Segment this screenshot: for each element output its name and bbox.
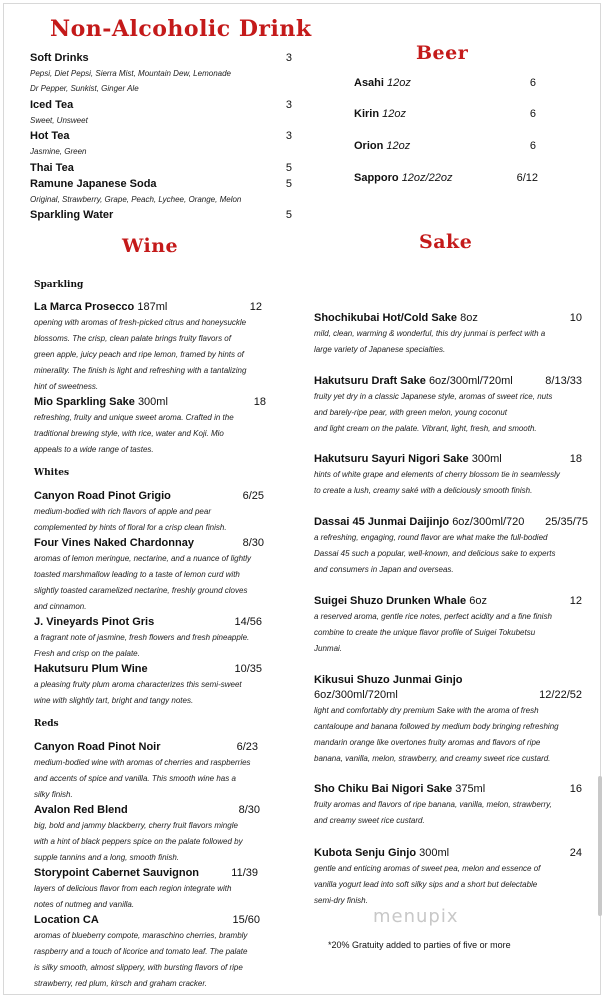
gratuity-note: *20% Gratuity added to parties of five or more — [328, 940, 511, 950]
sake-item-kikusui: Kikusui Shuzo Junmai Ginjo — [314, 674, 463, 686]
na-item-iced-tea: Iced Tea — [30, 99, 74, 111]
na-price-thai-tea: 5 — [285, 162, 292, 174]
wine-item-location-ca: Location CA — [34, 914, 99, 926]
wine-item-storypoint: Storypoint Cabernet Sauvignon — [34, 867, 200, 879]
wine-item-canyon-road-pn: Canyon Road Pinot Noir — [34, 741, 161, 753]
sake-heading: Sake — [419, 231, 473, 253]
beer-item-kirin: Kirin 12oz — [354, 108, 406, 120]
wine-price-four-vines: 8/30 — [242, 537, 264, 549]
wine-item-four-vines: Four Vines Naked Chardonnay — [34, 537, 194, 549]
wine-desc-avalon-2: with a hint of black peppers spice on the palate followed by — [34, 837, 243, 846]
wine-sub-reds: Reds — [34, 719, 59, 729]
sake-desc-kikusui-2: cantaloupe and banana followed by medium body bringing refreshing — [314, 722, 559, 731]
wine-desc-hakutsuru-plum-1: a pleasing fruity plum aroma characterizes this semi-sweet — [34, 680, 242, 689]
wine-item-canyon-road-pg: Canyon Road Pinot Grigio — [34, 490, 171, 502]
wine-heading: Wine — [122, 235, 179, 257]
wine-price-canyon-road-pg: 6/25 — [242, 490, 264, 502]
sake-desc-sho-chiku-bai-2: and creamy sweet rice custard. — [314, 816, 425, 825]
na-desc-iced-tea: Sweet, Unsweet — [30, 116, 88, 125]
menupix-watermark: menupix — [373, 906, 459, 927]
wine-price-avalon: 8/30 — [238, 804, 260, 816]
sake-desc-hakutsuru-draft-3: and light cream on the palate. Vibrant, light, fresh, and smooth. — [314, 424, 537, 433]
sake-desc-suigei-2: combine to create the unique flavor profile of Suigei Tokubetsu — [314, 628, 536, 637]
wine-item-la-marca: La Marca Prosecco 187ml — [34, 301, 168, 313]
beer-heading: Beer — [416, 42, 469, 64]
wine-price-location-ca: 15/60 — [232, 914, 260, 926]
wine-desc-storypoint-2: notes of nutmeg and vanilla. — [34, 900, 135, 909]
sake-item-shochikubai: Shochikubai Hot/Cold Sake 8oz — [314, 312, 478, 324]
sake-item-suigei: Suigei Shuzo Drunken Whale 6oz — [314, 595, 487, 607]
na-desc-soft-drinks-1: Pepsi, Diet Pepsi, Sierra Mist, Mountain Dew, Lemonade — [30, 69, 231, 78]
sake-desc-sayuri-1: hints of white grape and elements of cherry blossom tie in seamlessly — [314, 470, 560, 479]
wine-desc-avalon-1: big, bold and jammy blackberry, cherry fruit flavors mingle — [34, 821, 238, 830]
wine-desc-la-marca-5: hint of sweetness. — [34, 382, 99, 391]
na-price-sparkling-water: 5 — [285, 209, 292, 221]
na-desc-ramune: Original, Strawberry, Grape, Peach, Lychee, Orange, Melon — [30, 195, 242, 204]
na-price-soft-drinks: 3 — [285, 52, 292, 64]
wine-price-canyon-road-pn: 6/23 — [236, 741, 258, 753]
sake-desc-suigei-1: a reserved aroma, gentle rice notes, perfect acidity and a fine finish — [314, 612, 552, 621]
wine-desc-canyon-road-pn-2: and accents of spice and vanilla. This smooth wine has a — [34, 774, 236, 783]
na-price-hot-tea: 3 — [285, 130, 292, 142]
sake-item-hakutsuru-draft: Hakutsuru Draft Sake 6oz/300ml/720ml — [314, 375, 513, 387]
sake-price-dassai: 25/35/75 — [545, 516, 588, 528]
na-item-sparkling-water: Sparkling Water — [30, 209, 114, 221]
wine-desc-location-ca-4: strawberry, red plum, kirsch and graham cracker. — [34, 979, 207, 988]
beer-price-orion: 6 — [529, 140, 536, 152]
sake-price-suigei: 12 — [569, 595, 582, 607]
wine-desc-canyon-road-pn-1: medium-bodied wine with aromas of cherries and raspberries — [34, 758, 251, 767]
wine-item-hakutsuru-plum: Hakutsuru Plum Wine — [34, 663, 148, 675]
na-item-thai-tea: Thai Tea — [30, 162, 74, 174]
sake-desc-kikusui-3: mandarin orange like overtones fruity aromas and flavors of ripe — [314, 738, 541, 747]
na-price-iced-tea: 3 — [285, 99, 292, 111]
beer-item-orion: Orion 12oz — [354, 140, 411, 152]
wine-desc-la-marca-3: green apple, juicy peach and ripe lemon, framed by hints of — [34, 350, 244, 359]
wine-desc-hakutsuru-plum-2: wine with slightly tart, bright and tangy notes. — [34, 696, 194, 705]
na-desc-hot-tea: Jasmine, Green — [30, 147, 87, 156]
wine-desc-location-ca-3: is silky smooth, almost slippery, with bursting flavors of ripe — [34, 963, 243, 972]
beer-item-asahi: Asahi 12oz — [354, 77, 411, 89]
sake-desc-shochikubai-1: mild, clean, warming & wonderful, this dry junmai is perfect with a — [314, 329, 546, 338]
wine-desc-mio-1: refreshing, fruity and unique sweet aroma. Crafted in the — [34, 413, 234, 422]
sake-price-sho-chiku-bai: 16 — [569, 783, 582, 795]
sake-size-kikusui: 6oz/300ml/720ml — [314, 689, 398, 701]
wine-desc-four-vines-1: aromas of lemon meringue, nectarine, and a nuance of lightly — [34, 554, 252, 563]
sake-desc-suigei-3: Junmai. — [314, 644, 343, 653]
beer-price-sapporo: 6/12 — [516, 172, 538, 184]
beer-price-kirin: 6 — [529, 108, 536, 120]
wine-desc-mio-2: traditional brewing style, with rice, water and Koji. Mio — [34, 429, 224, 438]
wine-desc-four-vines-2: toasted marshmallow leading to a taste of lemon curd with — [34, 570, 240, 579]
sake-price-kikusui: 12/22/52 — [539, 689, 582, 701]
sake-desc-sho-chiku-bai-1: fruity aromas and flavors of ripe banana, vanilla, melon, strawberry, — [314, 800, 552, 809]
wine-desc-four-vines-3: slightly toasted caramelized nectarine, freshly ground cloves — [34, 586, 248, 595]
wine-desc-four-vines-4: and cinnamon. — [34, 602, 87, 611]
na-item-hot-tea: Hot Tea — [30, 130, 70, 142]
wine-desc-location-ca-1: aromas of blueberry compote, maraschino cherries, brambly — [34, 931, 248, 940]
beer-price-asahi: 6 — [529, 77, 536, 89]
sake-price-sayuri: 18 — [569, 453, 582, 465]
wine-price-hakutsuru-plum: 10/35 — [234, 663, 262, 675]
non-alcoholic-heading: Non-Alcoholic Drink — [50, 16, 312, 42]
na-item-soft-drinks: Soft Drinks — [30, 52, 89, 64]
sake-desc-hakutsuru-draft-2: and barely-ripe pear, with green melon, young coconut — [314, 408, 508, 417]
wine-desc-canyon-road-pg-1: medium-bodied with rich flavors of apple and pear — [34, 507, 211, 516]
wine-sub-sparkling: Sparkling — [34, 280, 84, 290]
wine-desc-avalon-3: supple tannins and a long, smooth finish. — [34, 853, 179, 862]
sake-desc-dassai-2: Dassai 45 such a popular, well-known, and delicious sake to experts — [314, 549, 556, 558]
sake-desc-kikusui-1: light and comfortably dry premium Sake with the aroma of fresh — [314, 706, 539, 715]
wine-desc-canyon-road-pn-3: silky finish. — [34, 790, 73, 799]
sake-item-sho-chiku-bai: Sho Chiku Bai Nigori Sake 375ml — [314, 783, 486, 795]
wine-desc-canyon-road-pg-2: complemented by hints of floral for a crisp clean finish. — [34, 523, 227, 532]
sake-price-shochikubai: 10 — [569, 312, 582, 324]
sake-price-hakutsuru-draft: 8/13/33 — [545, 375, 582, 387]
sake-desc-hakutsuru-draft-1: fruity yet dry in a classic Japanese style, aromas of sweet rice, nuts — [314, 392, 553, 401]
wine-price-mio: 18 — [253, 396, 266, 408]
sake-item-kubota: Kubota Senju Ginjo 300ml — [314, 847, 450, 859]
wine-desc-la-marca-1: opening with aromas of fresh-picked citrus and honeysuckle — [34, 318, 247, 327]
sake-desc-kubota-2: vanilla yogurt lead into soft silky sips and a short but delectable — [314, 880, 538, 889]
sake-desc-kubota-3: semi-dry finish. — [314, 896, 368, 905]
wine-item-j-vineyards: J. Vineyards Pinot Gris — [34, 616, 155, 628]
wine-item-avalon: Avalon Red Blend — [34, 804, 128, 816]
sake-desc-sayuri-2: to create a lush, creamy saké with a deliciously smooth finish. — [314, 486, 533, 495]
sake-item-dassai: Dassai 45 Junmai Daijinjo 6oz/300ml/720 — [314, 516, 525, 528]
sake-desc-dassai-3: and consumers in Japan and overseas. — [314, 565, 454, 574]
wine-sub-whites: Whites — [34, 468, 70, 478]
wine-price-la-marca: 12 — [249, 301, 262, 313]
wine-desc-la-marca-2: blossoms. The crisp, clean palate brings fruity flavors of — [34, 334, 231, 343]
na-price-ramune: 5 — [285, 178, 292, 190]
sake-price-kubota: 24 — [569, 847, 582, 859]
wine-desc-location-ca-2: raspberry and a touch of licorice and tomato leaf. The palate — [34, 947, 248, 956]
sake-desc-dassai-1: a refreshing, engaging, round flavor are what make the full-bodied — [314, 533, 548, 542]
wine-desc-j-vineyards-1: a fragrant note of jasmine, fresh flowers and fresh pineapple. — [34, 633, 250, 642]
beer-item-sapporo: Sapporo 12oz/22oz — [354, 172, 453, 184]
na-desc-soft-drinks-2: Dr Pepper, Sunkist, Ginger Ale — [30, 84, 139, 93]
wine-desc-storypoint-1: layers of delicious flavor from each region integrate with — [34, 884, 232, 893]
sake-desc-kubota-1: gentle and enticing aromas of sweet pea, melon and essence of — [314, 864, 541, 873]
sake-item-sayuri: Hakutsuru Sayuri Nigori Sake 300ml — [314, 453, 502, 465]
sake-desc-kikusui-4: banana, vanilla, melon, strawberry, and creamy sweet rice custard. — [314, 754, 551, 763]
wine-desc-la-marca-4: minerality. The finish is light and refreshing with a tantalizing — [34, 366, 247, 375]
wine-price-j-vineyards: 14/56 — [234, 616, 262, 628]
wine-item-mio: Mio Sparkling Sake 300ml — [34, 396, 168, 408]
wine-desc-mio-3: appeals to a wide range of tastes. — [34, 445, 154, 454]
sake-desc-shochikubai-2: large variety of Japanese specialties. — [314, 345, 446, 354]
scrollbar[interactable] — [598, 776, 602, 916]
wine-desc-j-vineyards-2: Fresh and crisp on the palate. — [34, 649, 140, 658]
wine-price-storypoint: 11/39 — [231, 867, 258, 879]
na-item-ramune: Ramune Japanese Soda — [30, 178, 157, 190]
